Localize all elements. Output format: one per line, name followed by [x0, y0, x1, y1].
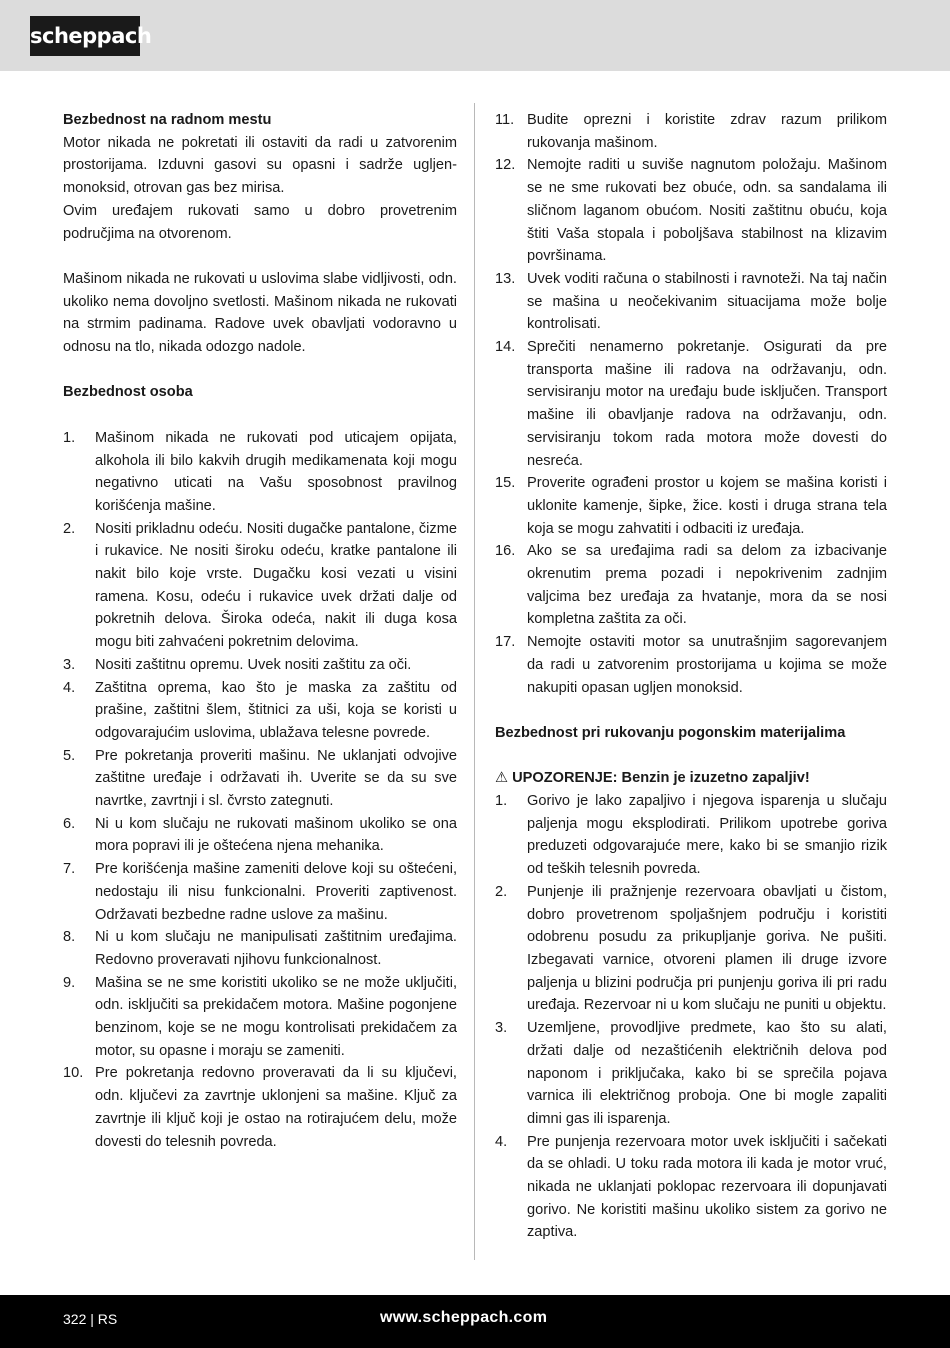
list-item-number: 12.: [495, 157, 516, 174]
list-item: [63, 972, 457, 1063]
list-item: [495, 1131, 887, 1245]
list-item-text: Pre pokretanja redovno proveravati da li su ključevi, odn. ključevi za zavrtnje uklonjeni sa mašine. Ključ za zavrtnje ili ključ koji je ostao na rotirajućem delu, može dovesti do telesnih povreda.: [95, 1065, 457, 1150]
list-item-number: 6.: [63, 815, 76, 832]
list-item-text: Zaštitna oprema, kao što je maska za zaštitu od prašine, zaštitni šlem, štitnici za uši, koja se koristi u odgovarajućim uslovima, ublažava telesne povrede.: [95, 679, 457, 741]
list-item-text: Pre pokretanja proveriti mašinu. Ne uklanjati odvojive zaštitne uređaje i održavati ih. Uverite se da su sve navrtke, zavrtnji i sl. čvrsto zategnuti.: [95, 747, 457, 810]
right-column: [495, 109, 887, 1244]
list-item: [495, 154, 887, 268]
list-item-number: 7.: [63, 861, 76, 878]
list-item-text: Ni u kom slučaju ne manipulisati zaštitnim uređajima. Redovno proveravati njihovu funkcionalnost.: [95, 929, 457, 968]
list-item-text: Sprečiti nenamerno pokretanje. Osigurati da pre transporta mašine ili radova na održavanju, odn. servisiranju motor na uređaju bude isključen. Transport mašine ili obavljanje radova na održavanju, odn. servisiranju tokom rada motora može dovesti do nesreća.: [527, 339, 887, 469]
list-item-text: Nemojte raditi u suviše nagnutom položaju. Mašinom se ne sme rukovati bez obuće, odn. sa sandalama ili sličnom laganom obućom. Nositi zaštitnu obuću, koja štiti Vaša stopala i poboljšava stabilnost na klizavim površinama.: [527, 157, 887, 265]
list-item: [63, 654, 457, 677]
list-item-number: 1.: [495, 793, 508, 810]
list-item-number: 8.: [63, 929, 76, 946]
list-item: [495, 472, 887, 540]
list-item: [63, 745, 457, 813]
website-link[interactable]: www.scheppach.com: [380, 1309, 548, 1326]
list-item: [63, 813, 457, 858]
list-item: [63, 926, 457, 971]
list-item-text: Nemojte ostaviti motor sa unutrašnjim sagorevanjem da radi u zatvorenim prostorijama u kojima se može nakupiti opasan ugljen monoksid.: [527, 634, 887, 696]
list-item-number: 9.: [63, 974, 76, 991]
list-item: [63, 518, 457, 654]
header-bar: [0, 0, 950, 71]
list-item-number: 2.: [63, 520, 76, 537]
list-item-text: Ako se sa uređajima radi sa delom za izbacivanje okrenutim prema pozadi i nepokrivenim zadnjim valjcima bez uređaja za hvatanje, mora da se nosi kompletna zaštita za oči.: [527, 543, 887, 628]
scheppach-logo: scheppach: [30, 16, 140, 56]
section-heading: Bezbednost pri rukovanju pogonskim materijalima: [495, 724, 846, 741]
list-item: [63, 427, 457, 518]
list-item-number: 10.: [63, 1065, 84, 1082]
section-heading: Bezbednost osoba: [63, 384, 193, 401]
list-item-text: Mašinom nikada ne rukovati pod uticajem opijata, alkohola ili bilo kakvih drugih medikamenata koji mogu negativno uticati na Vašu sposobnost pravilnog korišćenja mašine.: [95, 429, 457, 514]
list-item-number: 1.: [63, 429, 76, 446]
list-item-text: Pre punjenja rezervoara motor uvek isključiti i sačekati da se ohladi. U toku rada motora ili kada je motor vruć, nikada ne uklanjati poklopac rezervoara ili dopunjavati gorivo. Ne koristiti mašinu ukoliko sistem za gorivo ne zaptiva.: [527, 1133, 887, 1241]
column-divider: [474, 103, 475, 1260]
list-item-text: Uvek voditi računa o stabilnosti i ravnoteži. Na taj način se mašina u neočekivanim situacijama može bolje kontrolisati.: [527, 270, 887, 333]
warning-line: [495, 767, 887, 790]
list-item-text: Mašina se ne sme koristiti ukoliko se ne može uključiti, odn. isključiti sa prekidačem motora. Mašine pogonjene benzinom, koje se ne mogu kontrolisati prekidačem za motor, su opasne i moraju se zameniti.: [95, 974, 457, 1059]
list-item: [63, 858, 457, 926]
list-item-text: Proverite ograđeni prostor u kojem se mašina koristi i uklonite kamenje, šipke, žice. kosti i druga strana tela koja se mogu zahvatiti i odbaciti iz uređaja.: [527, 475, 887, 537]
list-item-number: 17.: [495, 634, 516, 651]
list-item-number: 3.: [495, 1020, 508, 1037]
list-item-text: Nositi zaštitnu opremu. Uvek nositi zaštitu za oči.: [95, 656, 412, 673]
list-item-text: Gorivo je lako zapaljivo i njegova isparenja u slučaju paljenja mogu eksplodirati. Prilikom upotrebe goriva preduzeti odgovarajuće mere, kako bi se smanjio rizik od teških telesnih povreda.: [527, 793, 887, 878]
list-item-number: 5.: [63, 747, 76, 764]
list-item: [63, 677, 457, 745]
list-item-text: Budite oprezni i koristite zdrav razum prilikom rukovanja mašinom.: [527, 112, 887, 151]
list-item-text: Pre korišćenja mašine zameniti delove koji su oštećeni, nedostaju ili nisu funkcionalni. Proveriti zaptivenost. Održavati bezbedne radne uslove za mašinu.: [95, 861, 457, 923]
warning-triangle-icon: ⚠: [495, 770, 509, 787]
paragraph: Ovim uređajem rukovati samo u dobro provetrenim područjima na otvorenom.: [63, 202, 457, 242]
list-item-text: Uzemljene, provodljive predmete, kao što su alati, držati dalje od nezaštićenih električnih delova pod naponom i priključaka, kako bi se sprečila pojava varnica ili električnog proboja. One bi mogle zapaliti dimni gas ili isparenja.: [527, 1020, 887, 1127]
numbered-list: [495, 790, 887, 1244]
list-item: [495, 540, 887, 631]
footer-bar: [0, 1295, 950, 1348]
list-item-number: 16.: [495, 543, 516, 560]
page-number: 322 | RS: [63, 1311, 118, 1327]
list-item-text: Ni u kom slučaju ne rukovati mašinom ukoliko se ona mora popravi ili je oštećena njena mehanika.: [95, 815, 457, 855]
numbered-list: [495, 109, 887, 699]
list-item-text: Nositi prikladnu odeću. Nositi dugačke pantalone, čizme i rukavice. Ne nositi široku odeću, kratke pantalone ili nakit bilo koje vrste. Dugačku kosi vezati u visini ramena. Kosu, odeću i rukavice uvek držati dalje od pokretnih delova. Široka odeća, nakit ili duga kosa mogu biti zahvaćeni pokretnim delovima.: [95, 520, 457, 651]
list-item: [495, 109, 887, 154]
list-item-number: 13.: [495, 270, 516, 287]
list-item: [495, 336, 887, 472]
list-item-number: 15.: [495, 475, 516, 492]
list-item: [495, 631, 887, 699]
list-item-text: Punjenje ili pražnjenje rezervoara obavljati u čistom, dobro provetrenom spoljašnjem području i koristiti odobrenu posudu za prikupljanje goriva. Ne pušiti. Izbegavati varnice, otvoreni plamen ili druge izvore paljenja u blizini područja pri punjenju goriva ili pri radu uređaja. Rezervoar ni u kom slučaju ne puniti u objektu.: [527, 883, 887, 1014]
list-item-number: 3.: [63, 656, 76, 673]
numbered-list: [63, 427, 457, 1154]
left-column: [63, 109, 457, 1153]
list-item: [495, 881, 887, 1017]
warning-text: UPOZORENJE: Benzin je izuzetno zapaljiv!: [512, 770, 810, 787]
list-item-number: 2.: [495, 883, 508, 900]
list-item-number: 4.: [495, 1133, 508, 1150]
list-item: [495, 1017, 887, 1131]
paragraph: Motor nikada ne pokretati ili ostaviti da radi u zatvorenim prostorijama. Izduvni gasovi su opasni i sadrže ugljen-monoksid, otrovan gas bez mirisa.: [63, 134, 457, 197]
list-item: [63, 1062, 457, 1153]
paragraph: Mašinom nikada ne rukovati u uslovima slabe vidljivosti, odn. ukoliko nema dovoljno svetlosti. Mašinom nikada ne rukovati na strmim padinama. Radove uvek obavljati vodoravno u odnosu na tlo, nikada odozgo nadole.: [63, 270, 457, 356]
list-item: [495, 268, 887, 336]
list-item-number: 14.: [495, 339, 516, 356]
list-item: [495, 790, 887, 881]
section-heading: Bezbednost na radnom mestu: [63, 112, 272, 128]
list-item-number: 11.: [495, 112, 515, 128]
list-item-number: 4.: [63, 679, 76, 696]
